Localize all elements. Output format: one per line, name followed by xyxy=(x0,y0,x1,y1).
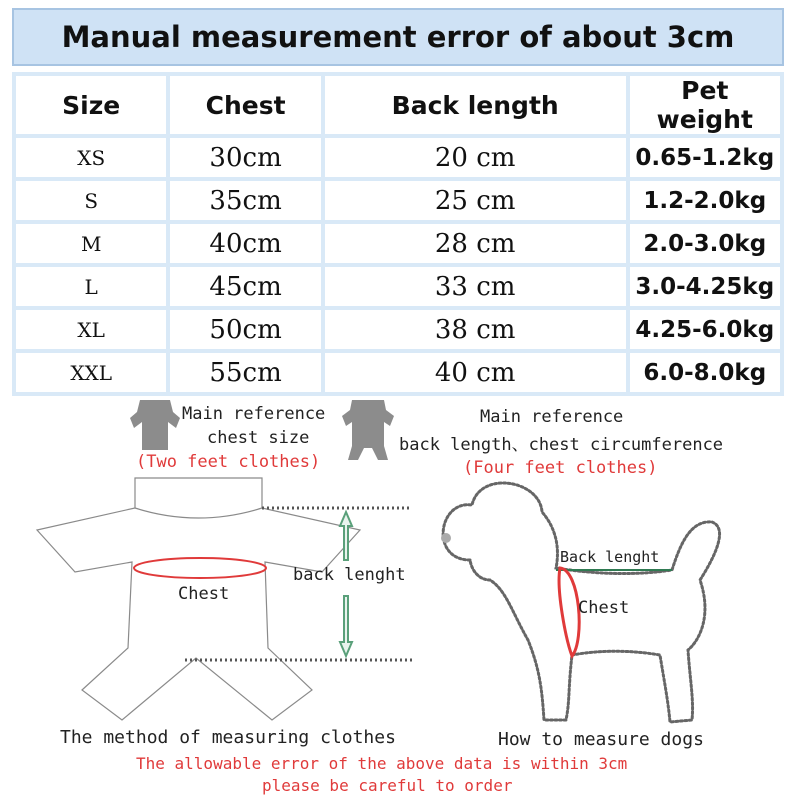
size-cell: L xyxy=(16,267,166,306)
size-cell: XXL xyxy=(16,353,166,392)
clothes-chest-label: Chest xyxy=(178,584,230,604)
chest-cell: 35cm xyxy=(170,181,320,220)
two-feet-reference-line2: chest size xyxy=(207,428,310,448)
back-length-cell: 28 cm xyxy=(325,224,626,263)
size-cell: XS xyxy=(16,138,166,177)
four-feet-reference-line2: back length、chest circumference xyxy=(399,435,724,455)
chest-cell: 40cm xyxy=(170,224,320,263)
back-length-cell: 40 cm xyxy=(325,353,626,392)
pet-weight-cell: 2.0-3.0kg xyxy=(630,224,780,263)
four-feet-reference-line1: Main reference xyxy=(480,407,624,427)
pet-weight-cell: 0.65-1.2kg xyxy=(630,138,780,177)
back-length-cell: 38 cm xyxy=(325,310,626,349)
back-length-cell: 33 cm xyxy=(325,267,626,306)
four-feet-garment-icon xyxy=(342,400,394,460)
dog-chest-label: Chest xyxy=(578,598,630,618)
back-length-cell: 20 cm xyxy=(325,138,626,177)
two-feet-type-label: (Two feet clothes) xyxy=(136,452,321,472)
pet-weight-cell: 1.2-2.0kg xyxy=(630,181,780,220)
back-length-cell: 25 cm xyxy=(325,181,626,220)
header-chest: Chest xyxy=(170,76,320,134)
size-cell: XL xyxy=(16,310,166,349)
dog-chest-measure-line xyxy=(559,568,579,656)
pet-weight-cell: 4.25-6.0kg xyxy=(630,310,780,349)
size-cell: S xyxy=(16,181,166,220)
dog-eye-icon xyxy=(441,533,451,543)
two-feet-garment-icon xyxy=(130,400,180,450)
header-size: Size xyxy=(16,76,166,134)
chest-cell: 50cm xyxy=(170,310,320,349)
chest-cell: 45cm xyxy=(170,267,320,306)
chest-cell: 30cm xyxy=(170,138,320,177)
header-pet-weight: Pet weight xyxy=(630,76,780,134)
notice-line1: The allowable error of the above data is within 3cm xyxy=(136,754,628,773)
clothes-back-length-label: back lenght xyxy=(293,565,406,585)
four-feet-type-label: (Four feet clothes) xyxy=(463,458,658,478)
pet-weight-cell: 6.0-8.0kg xyxy=(630,353,780,392)
dog-back-length-label: Back lenght xyxy=(560,548,660,566)
chest-cell: 55cm xyxy=(170,353,320,392)
clothes-caption: The method of measuring clothes xyxy=(60,727,396,748)
pet-weight-cell: 3.0-4.25kg xyxy=(630,267,780,306)
size-cell: M xyxy=(16,224,166,263)
dog-caption: How to measure dogs xyxy=(498,729,704,750)
header-back-length: Back length xyxy=(325,76,626,134)
page-title: Manual measurement error of about 3cm xyxy=(12,8,784,66)
notice-line2: please be careful to order xyxy=(262,776,513,795)
two-feet-reference-line1: Main reference xyxy=(182,404,326,424)
